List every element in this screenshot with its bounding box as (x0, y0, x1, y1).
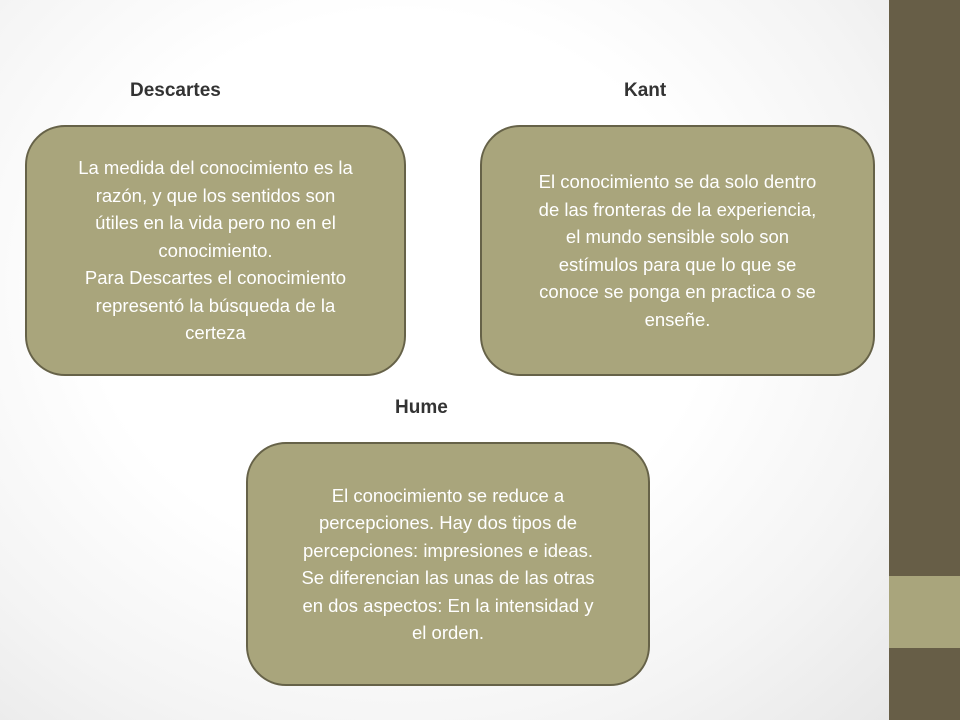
kant-box (480, 125, 875, 376)
kant-line-6: enseñe. (644, 308, 711, 330)
hume-box-text (301, 482, 594, 647)
decorative-sidebar-band (889, 576, 960, 648)
heading-hume: Hume (395, 397, 448, 418)
descartes-box-text (78, 154, 353, 347)
kant-box-text (539, 168, 817, 333)
hume-line-1: El conocimiento se reduce a (331, 484, 565, 506)
kant-line-3: el mundo sensible solo son (565, 226, 790, 247)
descartes-line-3: útiles en la vida pero no en el (95, 212, 336, 234)
descartes-line-5: Para Descartes el conocimiento (84, 267, 347, 289)
hume-line-4: Se diferencian las unas de las otras (301, 567, 595, 588)
hume-line-5: en dos aspectos: En la intensidad y (302, 594, 594, 616)
descartes-line-6: representó la búsqueda de la (95, 294, 336, 316)
kant-line-1: El conocimiento se da solo dentro (538, 171, 817, 192)
heading-kant: Kant (624, 80, 667, 101)
heading-descartes: Descartes (130, 80, 221, 101)
kant-line-4: estímulos para que lo que se (558, 253, 797, 275)
hume-box (246, 442, 650, 686)
kant-line-2: de las fronteras de la experiencia, (538, 198, 817, 220)
descartes-line-1: La medida del conocimiento es la (78, 157, 353, 179)
descartes-line-2: razón, y que los sentidos son (95, 184, 336, 206)
descartes-box (25, 125, 406, 376)
descartes-line-4: conocimiento. (158, 239, 273, 261)
descartes-line-7: certeza (185, 322, 246, 344)
hume-line-2: percepciones. Hay dos tipos de (318, 512, 578, 533)
hume-line-3: percepciones: impresiones e ideas. (303, 539, 593, 561)
kant-line-5: conoce se ponga en practica o se (539, 281, 816, 302)
hume-line-6: el orden. (412, 622, 484, 643)
